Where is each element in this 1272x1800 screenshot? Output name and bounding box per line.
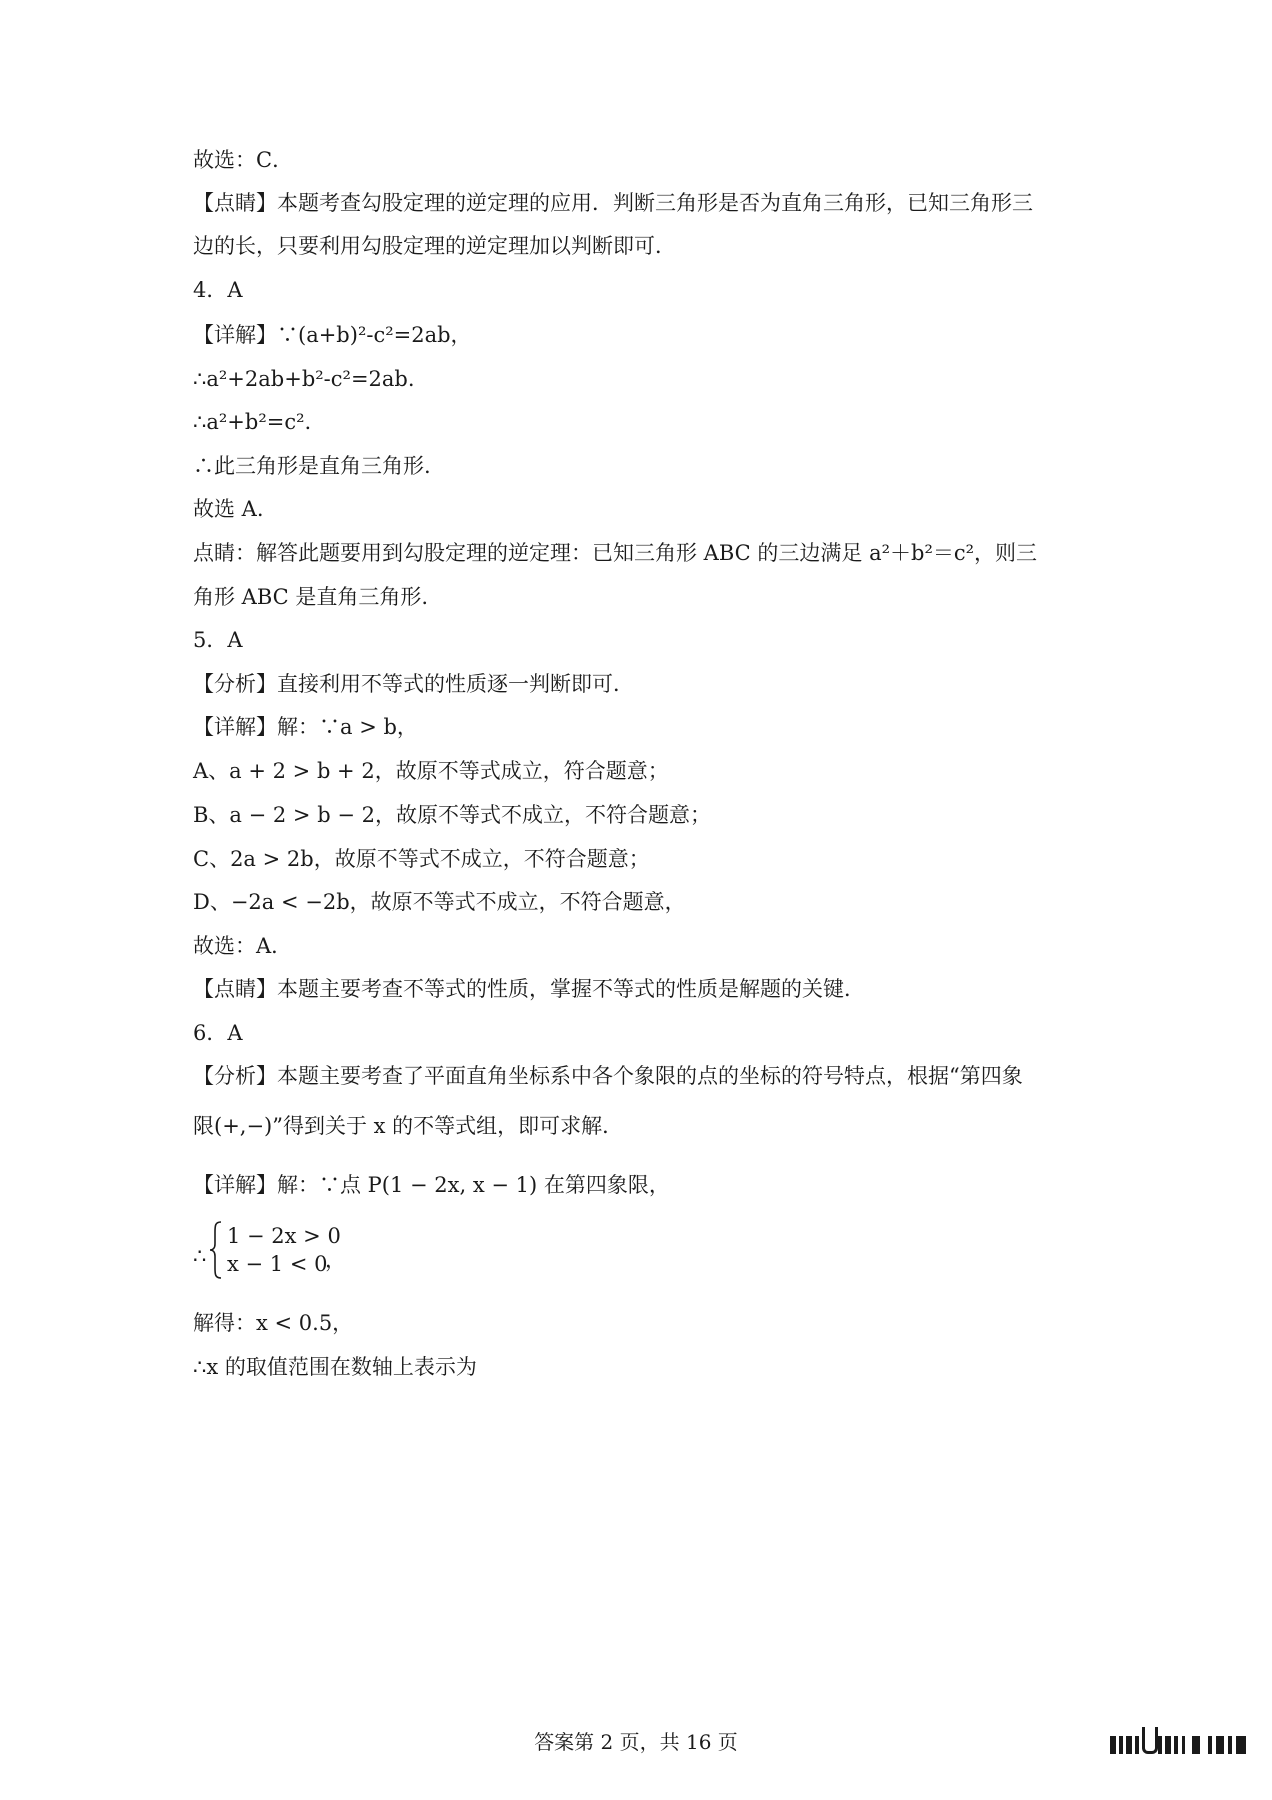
text-line: 边的长，只要利用勾股定理的逆定理加以判断即可． <box>193 234 676 258</box>
text-line: 角形 ABC 是直角三角形. <box>193 585 429 609</box>
page-footer: 答案第 2 页，共 16 页 <box>534 1730 738 1754</box>
text-line: 【详解】∵(a+b)²-c²=2ab， <box>193 323 472 347</box>
text-line: 限(+,−)”得到关于 x 的不等式组，即可求解． <box>193 1114 624 1138</box>
text-line: D、−2a < −2b，故原不等式不成立，不符合题意， <box>193 890 686 914</box>
question-number: 5．A <box>193 628 243 652</box>
text-line: 【详解】解：∵a > b， <box>193 715 418 739</box>
text-line: 【点睛】本题考查勾股定理的逆定理的应用．判断三角形是否为直角三角形，已知三角形三 <box>193 191 1033 215</box>
system-row: x − 1 < 0 <box>227 1252 328 1276</box>
watermark-barcode <box>1110 1726 1252 1760</box>
text-line: 【分析】直接利用不等式的性质逐一判断即可． <box>193 672 634 696</box>
text-line: B、a − 2 > b − 2，故原不等式不成立，不符合题意； <box>193 803 711 827</box>
text-line: 故选 A. <box>193 497 264 521</box>
text-line: A、a + 2 > b + 2，故原不等式成立，符合题意； <box>193 759 669 783</box>
text-line: ∴此三角形是直角三角形. <box>193 454 431 478</box>
system-comma: ， <box>325 1248 346 1272</box>
question-number: 4．A <box>193 278 243 302</box>
text-line: 【点睛】本题主要考查不等式的性质，掌握不等式的性质是解题的关键． <box>193 977 865 1001</box>
text-line: 【详解】解：∵点 P(1 − 2x, x − 1) 在第四象限， <box>193 1173 670 1197</box>
text-line: ∴x 的取值范围在数轴上表示为 <box>193 1355 477 1379</box>
therefore-symbol: ∴ <box>193 1244 207 1268</box>
question-number: 6．A <box>193 1021 243 1045</box>
text-line: 故选：A． <box>193 934 293 958</box>
text-line: 解得：x < 0.5， <box>193 1311 354 1335</box>
text-line: ∴a²+b²=c². <box>193 410 312 434</box>
text-line: 【分析】本题主要考查了平面直角坐标系中各个象限的点的坐标的符号特点，根据“第四象 <box>193 1064 1023 1088</box>
text-line: ∴a²+2ab+b²-c²=2ab. <box>193 367 415 391</box>
text-line: C、2a > 2b，故原不等式不成立，不符合题意； <box>193 847 650 871</box>
system-row: 1 − 2x > 0 <box>227 1224 341 1248</box>
left-brace-icon <box>209 1220 223 1280</box>
text-line: 故选：C． <box>193 148 294 172</box>
text-line: 点睛：解答此题要用到勾股定理的逆定理：已知三角形 ABC 的三边满足 a²＋b²＝c²，则三 <box>193 541 1038 565</box>
